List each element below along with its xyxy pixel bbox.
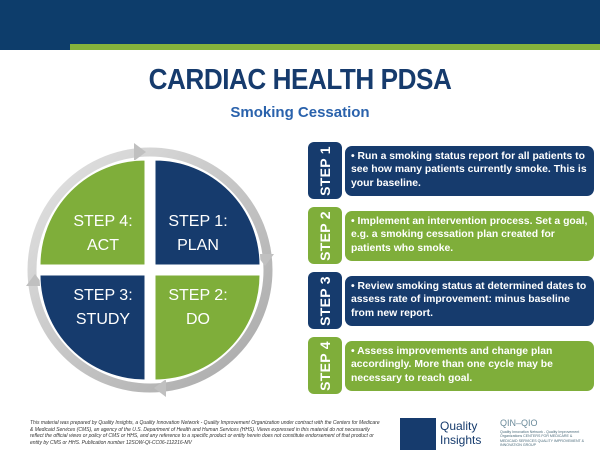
act-step-label: STEP 4: [73, 213, 133, 230]
logo-subtext: Quality Innovation Network - Quality Improvement Organizations CENTERS FOR MEDICARE & MEDICAID SERVICES QUALITY IMPROVEMENT & INNOVATION GROUP [500, 430, 585, 448]
logo-quality: Quality [440, 419, 478, 433]
act-name-label: ACT [87, 237, 119, 254]
step-text-4: • Assess improvements and change plan accordingly. More than one cycle may be necessary to reach goal. [345, 341, 594, 391]
cycle-ring [32, 152, 268, 388]
step-text-3: • Review smoking status at determined dates to assess rate of improvement: minus baseline from new report. [345, 276, 594, 326]
do-name-label: DO [186, 311, 210, 328]
disclaimer-footer: This material was prepared by Quality Insights, a Quality Innovation Network - Quality Improvement Organization under contract with the Centers for Medicare & Medicaid Services (CMS), an agency of the U.S. Department of Health and Human Services (HHS). Views expressed in this material do not necessarily reflect the official views or policy of CMS or HHS, and any reference to a specific product or entity herein does not constitute endorsement of that product or entity by CMS or HHS. Publication number 12SOW-QI-CC06-112216-MV [30, 420, 380, 446]
step-tab-4: STEP 4 [308, 337, 342, 394]
plan-name-label: PLAN [177, 237, 219, 254]
step-tab-1: STEP 1 [308, 142, 342, 199]
arrow-top-icon [134, 143, 146, 161]
step-card-3 [308, 272, 596, 329]
header-bar [0, 0, 600, 44]
step-text-2: • Implement an intervention process. Set a goal, e.g. a smoking cessation plan created for patients who smoke. [345, 211, 594, 261]
pdsa-cycle-diagram [0, 130, 300, 410]
quality-insights-logo [400, 418, 600, 458]
step-tab-2: STEP 2 [308, 207, 342, 264]
do-step-label: STEP 2: [168, 287, 228, 304]
step-card-2 [308, 207, 596, 264]
step-text-1: • Run a smoking status report for all patients to see how many patients currently smoke. This is your baseline. [345, 146, 594, 196]
step-tab-3: STEP 3 [308, 272, 342, 329]
page-subtitle: Smoking Cessation [230, 104, 370, 121]
logo-qin-qio: QIN–QIO [500, 418, 538, 428]
logo-insights: Insights [440, 433, 482, 447]
study-name-label: STUDY [75, 311, 131, 328]
study-step-label: STEP 3: [73, 287, 133, 304]
plan-step-label: STEP 1: [168, 213, 228, 230]
step-card-1 [308, 142, 596, 199]
logo-mark-icon [400, 418, 436, 450]
page-title: CARDIAC HEALTH PDSA [148, 64, 452, 96]
accent-stripe [0, 44, 600, 50]
arrow-bottom-icon [154, 379, 166, 397]
step-card-4 [308, 337, 596, 394]
